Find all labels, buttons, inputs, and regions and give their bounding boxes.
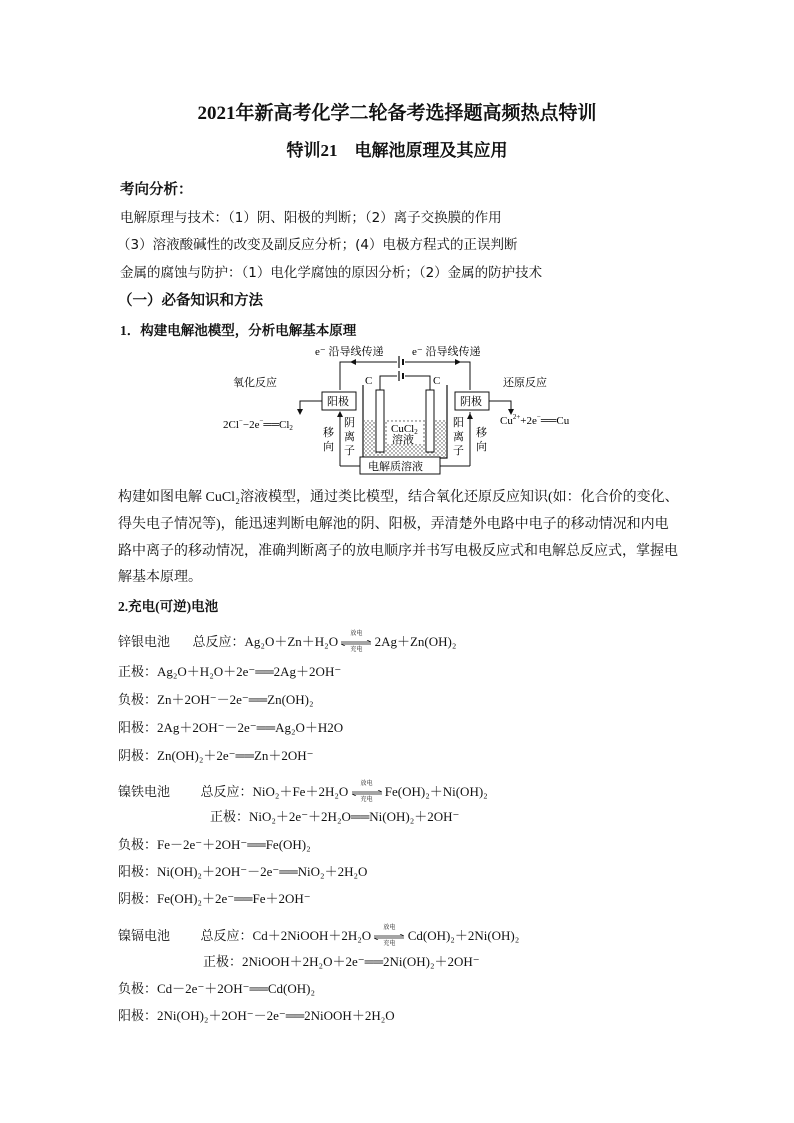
reduction-label: 还原反应 [503, 377, 547, 389]
ni-fe-total [118, 781, 488, 804]
zn-ag-cathode: 阴极：Zn(OH)₂＋2e⁻══Zn＋2OH⁻ [118, 748, 314, 763]
discharge-label: 放电 [383, 925, 396, 932]
ni-fe-anode: 阳极：Ni(OH)₂＋2OH⁻－2e⁻══NiO₂＋2H₂O [118, 864, 368, 879]
document-title: 2021年新高考化学二轮备考选择题高频热点特训 [197, 103, 597, 124]
charge-label: 充电 [350, 647, 363, 654]
ni-cd-total [118, 925, 520, 948]
electrode-right [426, 390, 434, 452]
ni-fe-total-label: 总反应： [200, 784, 253, 799]
zn-ag-reactants: Ag₂O＋Zn＋H₂O [244, 634, 339, 649]
paragraph-line-4: 解基本原理。 [118, 570, 202, 585]
section-2-heading: 2.充电(可逆)电池 [118, 599, 219, 614]
discharge-label: 放电 [360, 781, 373, 788]
cathode-equation: $Cu^{2+}+2e^-══Cu$ [500, 413, 570, 427]
zn-ag-total [118, 631, 457, 654]
ni-fe-products: Fe(OH)₂＋Ni(OH)₂ [384, 784, 488, 799]
move-left-2: 向 [323, 441, 334, 453]
cation-label-3: 子 [453, 445, 464, 457]
ni-fe-positive: 正极：NiO₂＋2e⁻＋2H₂O══Ni(OH)₂＋2OH⁻ [210, 809, 460, 824]
zn-ag-total-label: 总反应： [192, 634, 245, 649]
electrode-c-right: C [433, 375, 441, 387]
electron-flow-label-right: e⁻ 沿导线传递 [412, 346, 481, 358]
cation-label-1: 阳 [453, 417, 464, 429]
zn-ag-name: 锌银电池 [118, 634, 171, 649]
zn-ag-negative: 负极：Zn＋2OH⁻－2e⁻══Zn(OH)₂ [118, 692, 314, 707]
analysis-line-3: 金属的腐蚀与防护：（1）电化学腐蚀的原因分析；（2）金属的防护技术 [120, 265, 543, 281]
anode-label: 阳极 [327, 396, 349, 408]
charge-label: 充电 [360, 797, 373, 804]
document-subtitle: 特训21 电解池原理及其应用 [286, 141, 508, 160]
anion-label-1: 阴 [344, 417, 355, 429]
electrolyte-label: 电解质溶液 [368, 461, 423, 473]
paragraph-line-3: 路中离子的移动情况，准确判断离子的放电顺序并书写电极反应式和电解总反应式，掌握电 [118, 544, 678, 559]
paragraph-line-1: 构建如图电解 CuCl₂溶液模型，通过类比模型，结合氧化还原反应知识(如：化合价的变化、 [118, 490, 679, 505]
solution-label-2: 溶液 [392, 434, 414, 446]
anion-label-3: 子 [344, 445, 355, 457]
reversible-arrow [352, 781, 382, 804]
analysis-line-1: 电解原理与技术：（1）阴、阳极的判断；（2）离子交换膜的作用 [120, 210, 502, 226]
zn-ag-positive: 正极：Ag₂O＋H₂O＋2e⁻══2Ag＋2OH⁻ [118, 664, 342, 679]
reversible-arrow [341, 631, 371, 654]
ni-cd-positive: 正极：2NiOOH＋2H₂O＋2e⁻══2Ni(OH)₂＋2OH⁻ [203, 954, 480, 969]
anion-label-2: 离 [344, 431, 355, 443]
electrode-left [376, 390, 384, 452]
section-1-subheading: 1．构建电解池模型，分析电解基本原理 [120, 323, 357, 338]
anode-equation: 2Cl−−2e−══Cl2 [223, 417, 293, 432]
section-1-heading: （一）必备知识和方法 [118, 293, 263, 309]
ni-fe-name: 镍铁电池 [118, 784, 171, 799]
electrode-c-left: C [365, 375, 373, 387]
electrolysis-diagram [215, 340, 595, 475]
move-left-1: 移 [323, 427, 334, 439]
zn-ag-anode: 阳极：2Ag＋2OH⁻－2e⁻══Ag₂O＋H2O [118, 720, 344, 735]
electron-flow-label-left: e⁻ 沿导线传递 [315, 346, 384, 358]
ni-cd-negative: 负极：Cd－2e⁻＋2OH⁻══Cd(OH)₂ [118, 981, 315, 996]
ni-cd-anode: 阳极：2Ni(OH)₂＋2OH⁻－2e⁻══2NiOOH＋2H₂O [118, 1008, 395, 1023]
ni-cd-total-label: 总反应： [200, 928, 253, 943]
ni-fe-negative: 负极：Fe－2e⁻＋2OH⁻══Fe(OH)₂ [118, 837, 311, 852]
solution-label: CuCl2 [391, 423, 418, 436]
ni-cd-reactants: Cd＋2NiOOH＋2H₂O [252, 928, 372, 943]
ni-cd-products: Cd(OH)₂＋2Ni(OH)₂ [407, 928, 520, 943]
ni-fe-cathode: 阴极：Fe(OH)₂＋2e⁻══Fe＋2OH⁻ [118, 891, 311, 906]
ni-cd-name: 镍镉电池 [118, 928, 171, 943]
zn-ag-products: 2Ag＋Zn(OH)₂ [374, 634, 457, 649]
cation-label-2: 离 [453, 431, 464, 443]
reversible-arrow [374, 925, 404, 948]
paragraph-line-2: 得失电子情况等)，能迅速判断电解池的阴、阳极，弄清楚外电路中电子的移动情况和内电 [118, 517, 669, 532]
charge-label: 充电 [383, 941, 396, 948]
move-right-1: 移 [476, 427, 487, 439]
analysis-line-2: （3）溶液酸碱性的改变及副反应分析；(4）电极方程式的正误判断 [117, 237, 518, 253]
discharge-label: 放电 [350, 631, 363, 638]
analysis-heading: 考向分析： [120, 182, 193, 198]
move-right-2: 向 [476, 441, 487, 453]
oxidation-label: 氧化反应 [233, 377, 277, 389]
cathode-label: 阴极 [460, 396, 482, 408]
ni-fe-reactants: NiO₂＋Fe＋2H₂O [252, 784, 349, 799]
